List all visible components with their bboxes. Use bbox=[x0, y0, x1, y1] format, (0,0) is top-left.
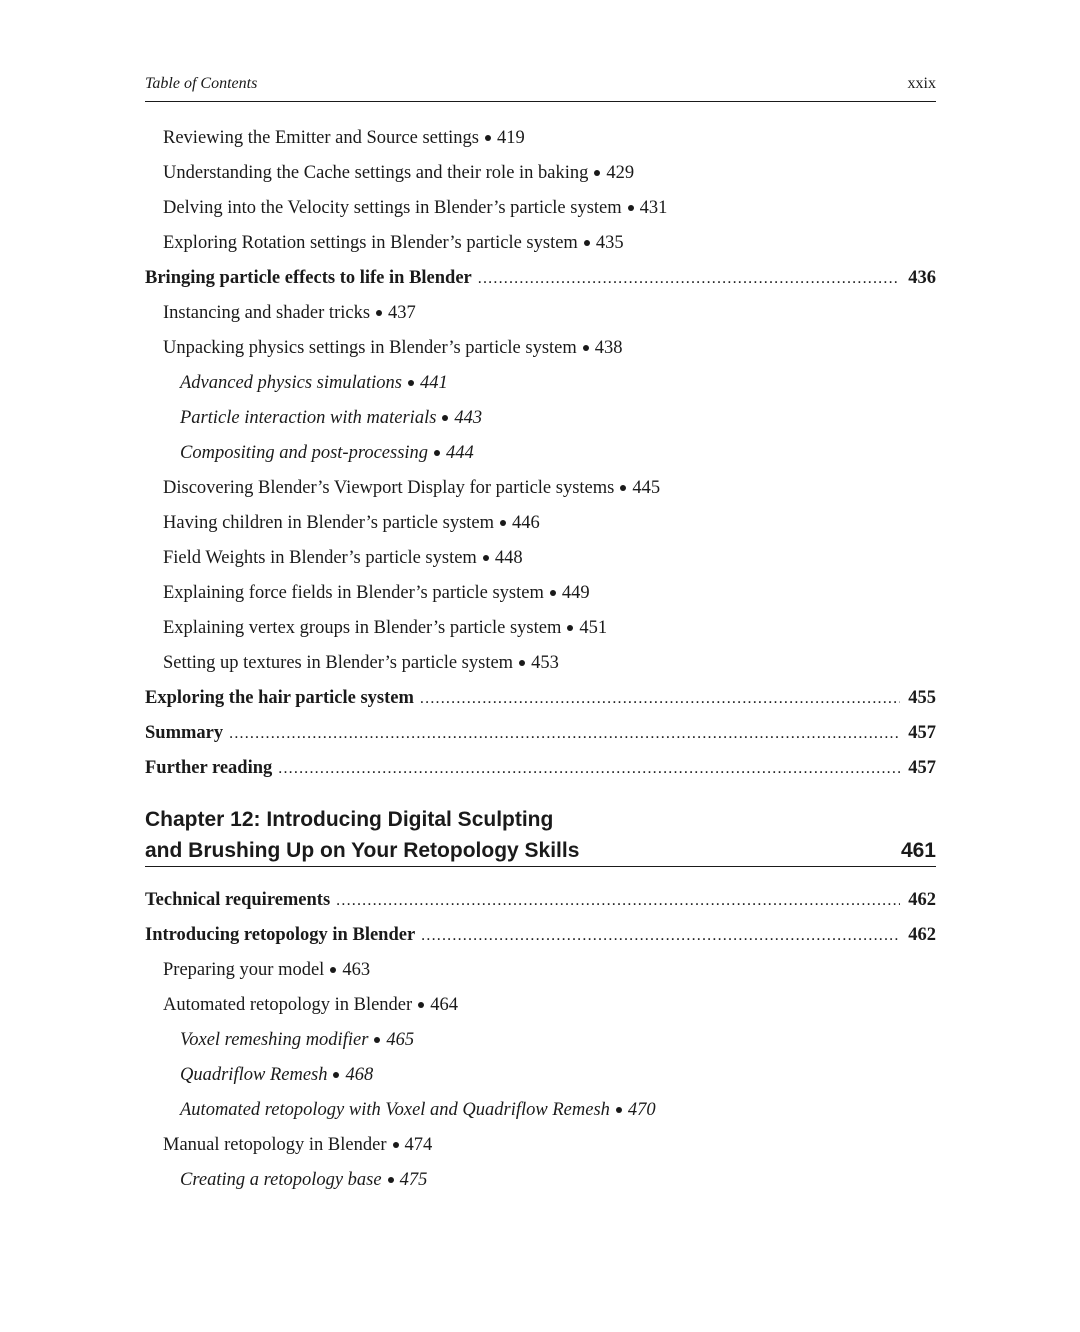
toc-list-chapter-11 bbox=[145, 121, 936, 786]
entry-title: Further reading bbox=[145, 758, 273, 778]
entry-title: Understanding the Cache settings and their role in baking bbox=[163, 163, 589, 183]
bullet-separator-icon bbox=[628, 205, 634, 211]
entry-title: Having children in Blender’s particle system bbox=[163, 513, 495, 533]
toc-subsubsection-entry[interactable] bbox=[145, 436, 936, 471]
bullet-separator-icon bbox=[374, 1037, 380, 1043]
entry-title: Reviewing the Emitter and Source settings bbox=[163, 128, 479, 148]
chapter-page-number: 461 bbox=[900, 839, 936, 862]
entry-title: Setting up textures in Blender’s particle system bbox=[163, 653, 514, 673]
bullet-separator-icon bbox=[442, 415, 448, 421]
entry-title: Explaining vertex groups in Blender’s particle system bbox=[163, 618, 562, 638]
bullet-separator-icon bbox=[584, 240, 590, 246]
toc-subsection-entry[interactable] bbox=[145, 121, 936, 156]
running-header-title: Table of Contents bbox=[145, 75, 258, 92]
bullet-separator-icon bbox=[434, 450, 440, 456]
toc-subsubsection-entry[interactable] bbox=[145, 401, 936, 436]
bullet-separator-icon bbox=[550, 590, 556, 596]
entry-page-number: 435 bbox=[595, 233, 624, 253]
toc-subsubsection-entry[interactable] bbox=[145, 366, 936, 401]
entry-page-number: 445 bbox=[632, 478, 661, 498]
bullet-separator-icon bbox=[388, 1177, 394, 1183]
header-rule bbox=[145, 101, 936, 102]
entry-page-number: 464 bbox=[430, 995, 458, 1015]
toc-subsection-entry[interactable] bbox=[145, 1128, 936, 1163]
toc-subsection-entry[interactable] bbox=[145, 541, 936, 576]
toc-section-entry[interactable] bbox=[145, 261, 936, 296]
chapter-title-line-2: and Brushing Up on Your Retopology Skills bbox=[145, 839, 580, 862]
bullet-separator-icon bbox=[330, 967, 336, 973]
entry-page-number: 453 bbox=[531, 653, 559, 673]
entry-page-number: 457 bbox=[908, 723, 936, 743]
running-header-page-number: xxix bbox=[907, 75, 936, 92]
chapter-rule bbox=[145, 866, 936, 867]
entry-title: Preparing your model bbox=[163, 960, 325, 980]
entry-page-number: 419 bbox=[496, 128, 525, 148]
entry-page-number: 462 bbox=[908, 925, 936, 945]
entry-title: Introducing retopology in Blender bbox=[145, 925, 416, 945]
toc-subsubsection-entry[interactable] bbox=[145, 1023, 936, 1058]
entry-title: Automated retopology in Blender bbox=[163, 995, 413, 1015]
entry-title: Exploring Rotation settings in Blender’s particle system bbox=[163, 233, 578, 253]
chapter-heading[interactable] bbox=[145, 804, 936, 866]
entry-page-number: 470 bbox=[627, 1100, 656, 1120]
entry-title: Field Weights in Blender’s particle system bbox=[163, 548, 477, 568]
dot-leader bbox=[478, 261, 900, 296]
toc-section-entry[interactable] bbox=[145, 918, 936, 953]
entry-title: Manual retopology in Blender bbox=[163, 1135, 387, 1155]
entry-page-number: 444 bbox=[446, 443, 474, 463]
bullet-separator-icon bbox=[567, 625, 573, 631]
entry-title: Bringing particle effects to life in Blender bbox=[145, 268, 472, 288]
bullet-separator-icon bbox=[393, 1142, 399, 1148]
bullet-separator-icon bbox=[616, 1107, 622, 1113]
toc-section-entry[interactable] bbox=[145, 716, 936, 751]
entry-title: Quadriflow Remesh bbox=[180, 1065, 328, 1085]
entry-page-number: 449 bbox=[561, 583, 590, 603]
entry-title: Summary bbox=[145, 723, 224, 743]
entry-title: Voxel remeshing modifier bbox=[180, 1030, 369, 1050]
entry-page-number: 441 bbox=[419, 373, 448, 393]
entry-page-number: 463 bbox=[342, 960, 371, 980]
entry-page-number: 446 bbox=[512, 513, 540, 533]
entry-page-number: 448 bbox=[494, 548, 523, 568]
entry-page-number: 437 bbox=[388, 303, 416, 323]
entry-page-number: 455 bbox=[908, 688, 936, 708]
toc-subsection-entry[interactable] bbox=[145, 646, 936, 681]
toc-subsection-entry[interactable] bbox=[145, 191, 936, 226]
dot-leader bbox=[229, 716, 900, 751]
toc-subsubsection-entry[interactable] bbox=[145, 1058, 936, 1093]
entry-title: Creating a retopology base bbox=[180, 1170, 382, 1190]
toc-subsection-entry[interactable] bbox=[145, 331, 936, 366]
bullet-separator-icon bbox=[483, 555, 489, 561]
entry-title: Technical requirements bbox=[145, 890, 331, 910]
toc-list-chapter-12 bbox=[145, 883, 936, 1198]
bullet-separator-icon bbox=[408, 380, 414, 386]
dot-leader bbox=[278, 751, 900, 786]
toc-subsection-entry[interactable] bbox=[145, 611, 936, 646]
toc-subsection-entry[interactable] bbox=[145, 988, 936, 1023]
toc-subsubsection-entry[interactable] bbox=[145, 1163, 936, 1198]
toc-subsection-entry[interactable] bbox=[145, 576, 936, 611]
entry-title: Automated retopology with Voxel and Quadriflow Remesh bbox=[180, 1100, 610, 1120]
entry-page-number: 465 bbox=[386, 1030, 415, 1050]
toc-section-entry[interactable] bbox=[145, 751, 936, 786]
toc-subsection-entry[interactable] bbox=[145, 226, 936, 261]
bullet-separator-icon bbox=[500, 520, 506, 526]
entry-page-number: 436 bbox=[908, 268, 936, 288]
entry-title: Advanced physics simulations bbox=[180, 373, 402, 393]
entry-page-number: 468 bbox=[345, 1065, 374, 1085]
running-header bbox=[145, 72, 936, 96]
entry-title: Delving into the Velocity settings in Blender’s particle system bbox=[163, 198, 622, 218]
toc-subsection-entry[interactable] bbox=[145, 156, 936, 191]
entry-title: Exploring the hair particle system bbox=[145, 688, 414, 708]
entry-page-number: 475 bbox=[399, 1170, 428, 1190]
entry-title: Instancing and shader tricks bbox=[163, 303, 371, 323]
bullet-separator-icon bbox=[620, 485, 626, 491]
bullet-separator-icon bbox=[519, 660, 525, 666]
entry-title: Compositing and post-processing bbox=[180, 443, 429, 463]
entry-title: Discovering Blender’s Viewport Display for particle systems bbox=[163, 478, 615, 498]
toc-section-entry[interactable] bbox=[145, 883, 936, 918]
entry-page-number: 451 bbox=[579, 618, 608, 638]
chapter-title-line-1: Chapter 12: Introducing Digital Sculpting bbox=[145, 808, 554, 831]
entry-page-number: 431 bbox=[639, 198, 668, 218]
toc-subsection-entry[interactable] bbox=[145, 296, 936, 331]
entry-title: Explaining force fields in Blender’s particle system bbox=[163, 583, 544, 603]
dot-leader bbox=[421, 918, 900, 953]
entry-page-number: 462 bbox=[908, 890, 936, 910]
toc-subsection-entry[interactable] bbox=[145, 506, 936, 541]
toc-page bbox=[145, 0, 936, 1332]
entry-title: Particle interaction with materials bbox=[180, 408, 437, 428]
entry-page-number: 457 bbox=[908, 758, 936, 778]
toc-subsection-entry[interactable] bbox=[145, 953, 936, 988]
bullet-separator-icon bbox=[485, 135, 491, 141]
entry-title: Unpacking physics settings in Blender’s particle system bbox=[163, 338, 577, 358]
bullet-separator-icon bbox=[418, 1002, 424, 1008]
bullet-separator-icon bbox=[594, 170, 600, 176]
toc-section-entry[interactable] bbox=[145, 681, 936, 716]
entry-page-number: 443 bbox=[454, 408, 483, 428]
entry-page-number: 474 bbox=[404, 1135, 433, 1155]
entry-page-number: 438 bbox=[594, 338, 623, 358]
bullet-separator-icon bbox=[333, 1072, 339, 1078]
toc-subsubsection-entry[interactable] bbox=[145, 1093, 936, 1128]
dot-leader bbox=[420, 681, 900, 716]
toc-subsection-entry[interactable] bbox=[145, 471, 936, 506]
entry-page-number: 429 bbox=[606, 163, 635, 183]
bullet-separator-icon bbox=[376, 310, 382, 316]
dot-leader bbox=[336, 883, 900, 918]
bullet-separator-icon bbox=[583, 345, 589, 351]
